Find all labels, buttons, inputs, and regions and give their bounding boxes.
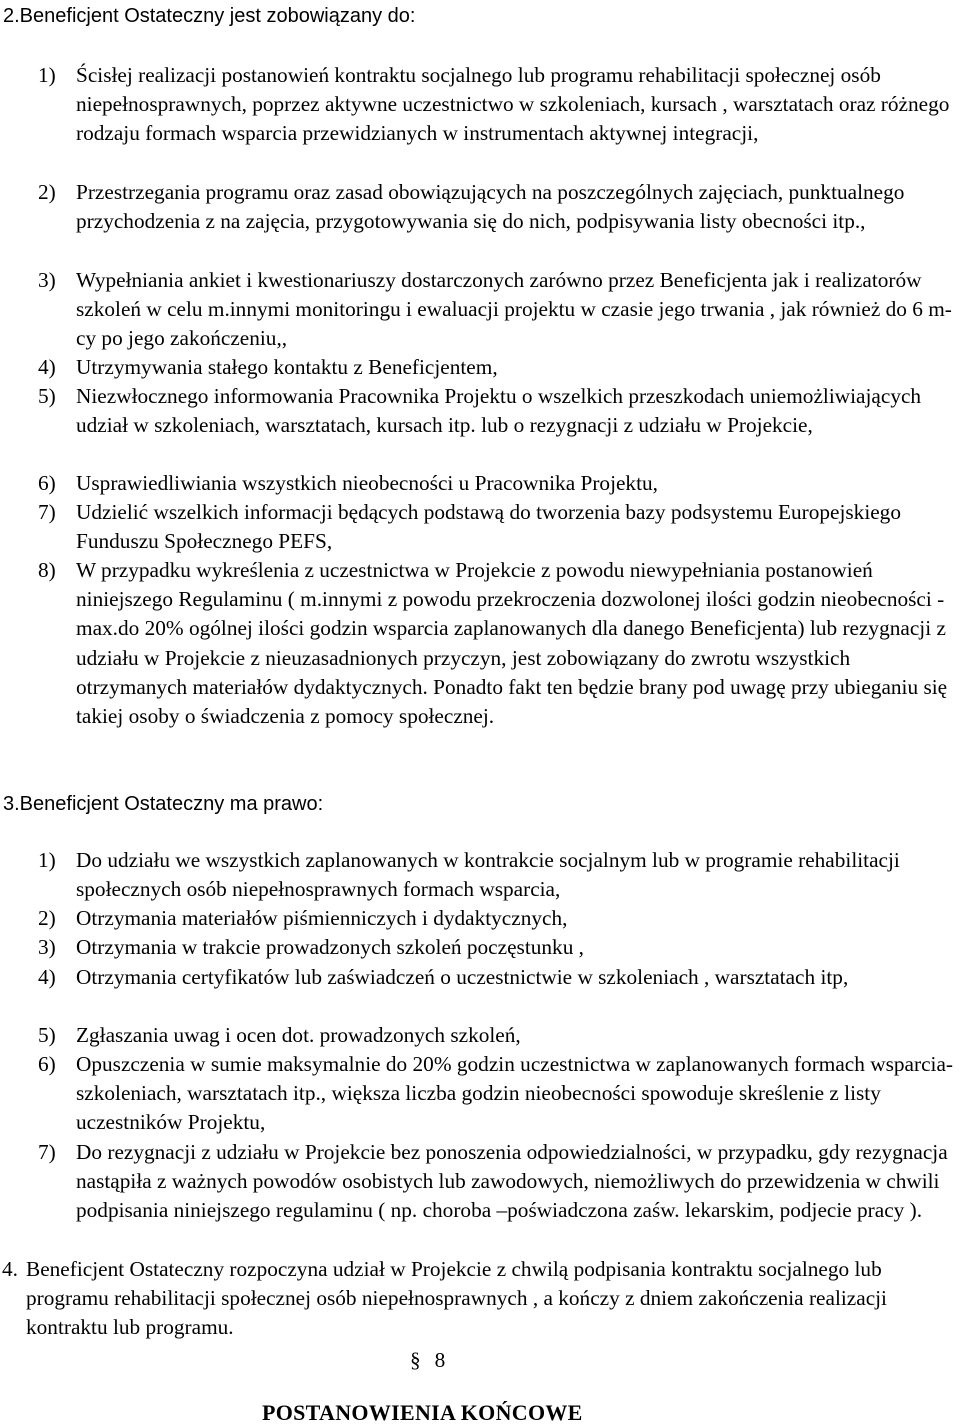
- section-2-item-6: [38, 469, 960, 498]
- section-4-text: Beneficjent Ostateczny rozpoczyna udział w Projekcie z chwilą podpisania kontraktu socjalnego lub programu rehabilitacji społecznej osób niepełnosprawnych , a kończy z dniem zakończenia realizacji kontraktu lub programu.: [26, 1257, 887, 1340]
- item-text: Przestrzegania programu oraz zasad obowiązujących na poszczególnych zajęciach, punktualnego przychodzenia z na zajęcia, przygotowywania się do nich, podpisywania listy obecności itp.,: [76, 180, 905, 234]
- item-number: 2): [38, 180, 56, 204]
- item-number: 6): [38, 471, 56, 495]
- item-number: 3): [38, 935, 56, 959]
- section-3-item-1: [38, 846, 960, 904]
- item-text: Otrzymania certyfikatów lub zaświadczeń o uczestnictwie w szkoleniach , warsztatach itp,: [76, 965, 849, 989]
- section-2-heading: 2.Beneficjent Ostateczny jest zobowiązany do:: [3, 5, 416, 27]
- item-text: Usprawiedliwiania wszystkich nieobecności u Pracownika Projektu,: [76, 471, 658, 495]
- section-3-heading: 3.Beneficjent Ostateczny ma prawo:: [3, 793, 324, 815]
- final-provisions-title: POSTANOWIENIA KOŃCOWE: [262, 1400, 583, 1425]
- item-text: Zgłaszania uwag i ocen dot. prowadzonych szkoleń,: [76, 1023, 521, 1047]
- item-number: 1): [38, 848, 56, 872]
- item-text: Utrzymywania stałego kontaktu z Beneficjentem,: [76, 355, 498, 379]
- section-2-item-1: [38, 61, 960, 149]
- item-text: W przypadku wykreślenia z uczestnictwa w Projekcie z powodu niewypełniania postanowień niniejszego Regulaminu ( m.innymi z powodu przekroczenia dozwolonej ilości godzin nieobecności - max.do 20% ogólnej ilości godzin wsparcia zaplanowanych dla danego Beneficjenta) lub rezygnacji z udziału w Projekcie z nieuzasadnionych przyczyn, jest zobowiązany do zwrotu wszystkich otrzymanych materiałów dydaktycznych. Ponadto fakt ten będzie brany pod uwagę przy ubieganiu się takiej osoby o świadczenia z pomocy społecznej.: [76, 558, 948, 729]
- section-3-item-5: [38, 1021, 960, 1050]
- item-text: Udzielić wszelkich informacji będących podstawą do tworzenia bazy podsystemu Europejskiego Funduszu Społecznego PEFS,: [76, 500, 901, 554]
- item-number: 6): [38, 1052, 56, 1076]
- item-text: Wypełniania ankiet i kwestionariuszy dostarczonych zarówno przez Beneficjenta jak i realizatorów szkoleń w celu m.innymi monitoringu i ewaluacji projektu w czasie jego trwania , jak również do 6 m-cy po jego zakończeniu,,: [76, 268, 952, 351]
- item-number: 7): [38, 1140, 56, 1164]
- item-text: Opuszczenia w sumie maksymalnie do 20% godzin uczestnictwa w zaplanowanych formach wsparcia- szkoleniach, warsztatach itp., większa liczba godzin nieobecności spowoduje skreślenie z listy uczestników Projektu,: [76, 1052, 953, 1135]
- section-2-item-8: [38, 556, 960, 731]
- section-4-paragraph: [0, 1255, 940, 1343]
- item-number: 2): [38, 906, 56, 930]
- item-text: Do rezygnacji z udziału w Projekcie bez ponoszenia odpowiedzialności, w przypadku, gdy rezygnacja nastąpiła z ważnych powodów osobistych lub zawodowych, niemożliwych do przewidzenia w chwili podpisania niniejszego regulaminu ( np. choroba –poświadczona zaśw. lekarskim, podjecie pracy ).: [76, 1140, 948, 1223]
- section-3-item-3: [38, 933, 960, 962]
- item-text: Otrzymania materiałów piśmienniczych i dydaktycznych,: [76, 906, 568, 930]
- section-3-item-4: [38, 963, 960, 992]
- item-text: Ścisłej realizacji postanowień kontraktu socjalnego lub programu rehabilitacji społecznej osób niepełnosprawnych, poprzez aktywne uczestnictwo w szkoleniach, kursach , warsztatach oraz różnego rodzaju formach wsparcia przewidzianych w instrumentach aktywnej integracji,: [76, 63, 950, 146]
- item-number: 4): [38, 355, 56, 379]
- item-text: Niezwłocznego informowania Pracownika Projektu o wszelkich przeszkodach uniemożliwiających udział w szkoleniach, warsztatach, kursach itp. lub o rezygnacji z udziału w Projekcie,: [76, 384, 922, 438]
- item-number: 3): [38, 268, 56, 292]
- item-number: 1): [38, 63, 56, 87]
- section-symbol: §: [410, 1348, 421, 1372]
- section-number: 8: [434, 1348, 446, 1372]
- section-3-item-6: [38, 1050, 960, 1138]
- section-2-item-4: [38, 353, 960, 382]
- paragraph-mark: [410, 1345, 445, 1375]
- section-4-number: 4.: [2, 1257, 18, 1281]
- section-2-item-5: [38, 382, 960, 440]
- item-text: Otrzymania w trakcie prowadzonych szkoleń poczęstunku ,: [76, 935, 584, 959]
- section-2-item-2: [38, 178, 960, 236]
- item-number: 8): [38, 558, 56, 582]
- section-3-item-2: [38, 904, 960, 933]
- section-2-item-7: [38, 498, 960, 556]
- item-number: 7): [38, 500, 56, 524]
- item-number: 5): [38, 384, 56, 408]
- item-number: 4): [38, 965, 56, 989]
- item-text: Do udziału we wszystkich zaplanowanych w kontrakcie socjalnym lub w programie rehabilitacji społecznych osób niepełnosprawnych formach wsparcia,: [76, 848, 900, 902]
- section-2-item-3: [38, 266, 960, 354]
- item-number: 5): [38, 1023, 56, 1047]
- section-3-item-7: [38, 1138, 960, 1226]
